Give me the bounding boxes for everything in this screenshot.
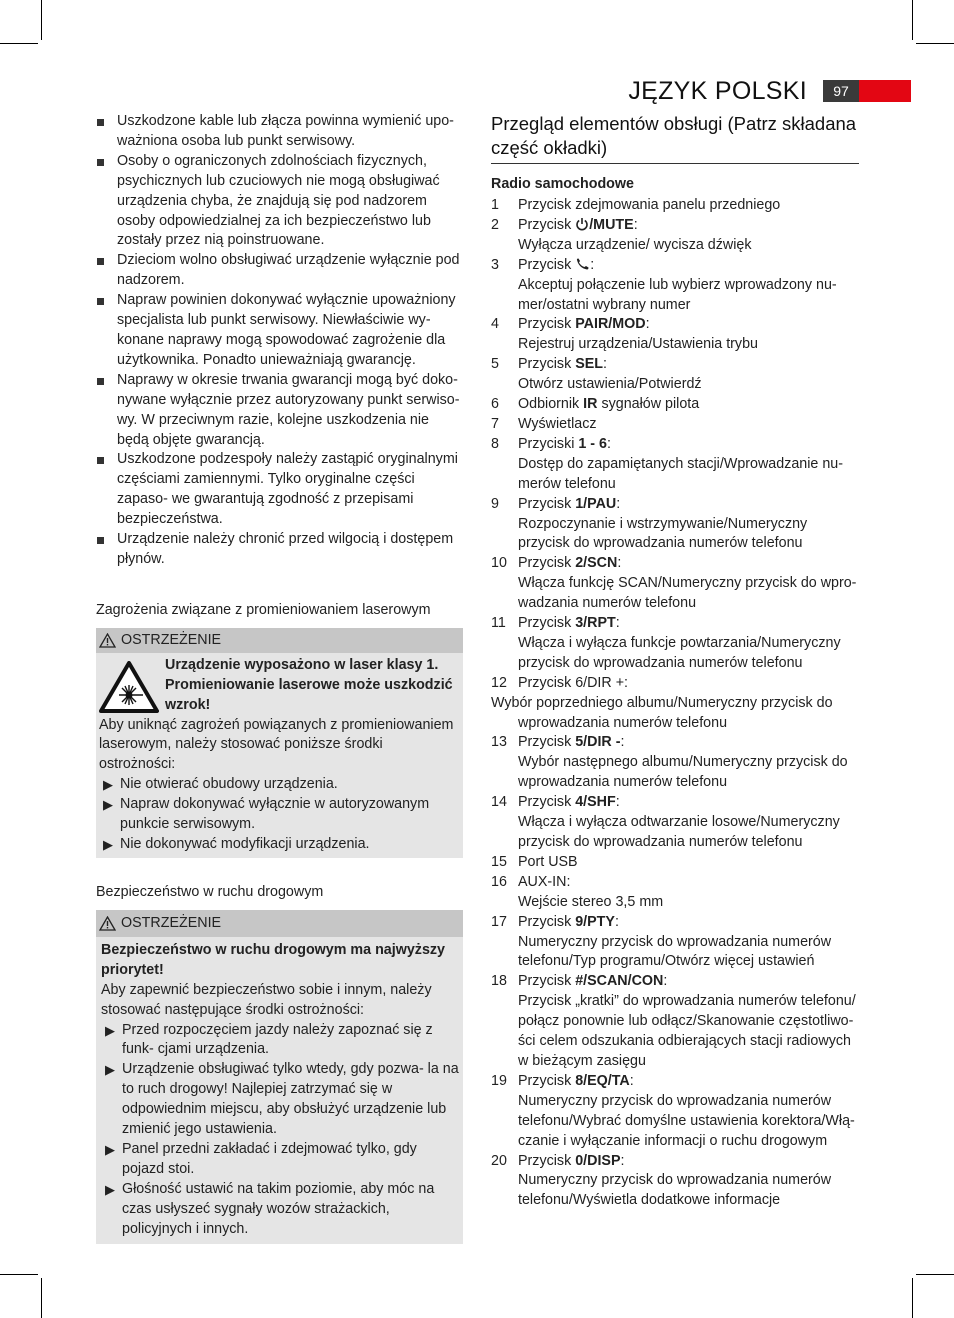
list-item: [491, 873, 859, 893]
item-label-text: Przycisk: [518, 1152, 576, 1169]
list-item: Uszkodzone kable lub złącza powinna wymienić upo- ważniona osoba lub punkt serwisowy.: [96, 112, 463, 152]
item-description: Rozpoczynanie i wstrzymywanie/Numeryczny przycisk do wprowadzania numerów telefonu: [518, 515, 808, 552]
item-number: 1: [491, 197, 499, 213]
list-item: [491, 495, 859, 515]
item-label-suffix: :: [629, 1072, 634, 1089]
item-number: 10: [491, 555, 507, 572]
item-label-text: Przycisk: [518, 734, 576, 751]
list-item: ▶ Urządzenie obsługiwać tylko wtedy, gdy pozwa- la na to ruch drogowy! Najlepiej zatrzymać się w odpowiednim miejscu, aby obsłużyć urządzenie lub zmienić jego ustawienia.: [101, 1060, 459, 1140]
item-key: 8/EQ/TA: [575, 1072, 630, 1089]
list-item: [491, 355, 859, 375]
warning-title: OSTRZEŻENIE: [121, 915, 222, 932]
laser-heading: Zagrożenia związane z promieniowaniem laserowym: [96, 601, 431, 618]
page-header: [628, 78, 911, 104]
item-label: [518, 216, 638, 236]
item-label: [518, 793, 620, 813]
list-item: [491, 853, 859, 873]
crop-mark: [916, 43, 954, 44]
item-key: 0/DISP: [575, 1152, 621, 1169]
item-label-text: Przycisk: [518, 495, 576, 512]
item-key: PAIR/MOD: [575, 316, 646, 333]
item-number: 5: [491, 356, 499, 373]
warning-title-bar: [96, 910, 463, 937]
item-description: wprowadzania numerów telefonu: [518, 714, 728, 731]
list-item: [491, 1072, 859, 1092]
road-warning-box: [96, 910, 463, 1244]
item-label-suffix: :: [590, 256, 595, 273]
item-description: Numeryczny przycisk do wprowadzania numerów telefonu/Wyświetla dodatkowe informacje: [518, 1172, 832, 1209]
item-label: [518, 435, 611, 455]
warning-title-bar: [96, 628, 463, 653]
item-number: 11: [491, 615, 506, 632]
warning-title: OSTRZEŻENIE: [121, 632, 222, 649]
item-label-text: Przycisk: [518, 555, 576, 572]
item-label: [518, 315, 650, 335]
item-label: [518, 614, 620, 634]
item-description: Numeryczny przycisk do wprowadzania numerów telefonu/Typ programu/Otwórz więcej ustawień: [518, 933, 832, 970]
laser-warning-box: [96, 628, 463, 858]
item-label-text: AUX-IN:: [518, 873, 571, 890]
list-subheading: Radio samochodowe: [491, 176, 634, 192]
right-column: [491, 112, 859, 1211]
safety-bullet-list: [96, 112, 463, 570]
item-label-text: Przycisk: [518, 256, 576, 273]
laser-warning-bold: Urządzenie wyposażono w laser klasy 1. Promieniowanie laserowe może uszkodzić wzrok!: [165, 656, 453, 713]
road-precautions: [101, 1021, 459, 1240]
item-label-suffix: :: [633, 216, 638, 233]
list-item: [491, 913, 859, 933]
item-key: SEL: [575, 356, 604, 373]
list-item: Uszkodzone podzespoły należy zastąpić oryginalnymi częściami zamiennymi. Tylko oryginalne części zapaso- we gwarantują zgodność z przepisami bezpieczeństwa.: [96, 450, 463, 530]
item-label: [518, 495, 620, 515]
item-label-text: Przycisk: [518, 973, 576, 990]
item-label-suffix: :: [606, 435, 611, 452]
item-label: [518, 395, 699, 415]
item-key: 5/DIR -: [575, 734, 621, 751]
item-description: Rejestruj urządzenia/Ustawienia trybu: [518, 336, 758, 353]
list-item: ▶ Nie dokonywać modyfikacji urządzenia.: [99, 835, 460, 855]
crop-mark: [916, 1274, 954, 1275]
list-item: [491, 614, 859, 634]
item-label-suffix: sygnałów pilota: [597, 396, 700, 413]
item-label: [518, 674, 628, 694]
item-label: [518, 256, 594, 276]
item-label: [518, 415, 597, 435]
road-warning-bold: Bezpieczeństwo w ruchu drogowym ma najwyższy priorytet!: [101, 941, 445, 978]
accent-bar: [859, 80, 911, 102]
item-number: 3: [491, 256, 499, 273]
item-label: [518, 853, 578, 873]
item-number: 15: [491, 853, 507, 870]
list-item: [491, 415, 859, 435]
item-number: 7: [491, 415, 499, 432]
item-label-text: Przyciski: [518, 435, 579, 452]
item-key: 1/PAU: [575, 495, 617, 512]
list-item: Osoby o ograniczonych zdolnościach fizycznych, psychicznych lub czuciowych nie mogą obsługiwać urządzenia chyba, że znajdują się pod nadzorem osoby odpowiedzialnej za ich bezpieczeństwo lub zostały przez nią poinstruowane.: [96, 152, 463, 252]
item-label-text: Przycisk: [518, 794, 576, 811]
crop-mark: [0, 1274, 38, 1275]
item-key: 2/SCN: [575, 555, 618, 572]
crop-mark: [912, 1278, 913, 1318]
item-description: Akceptuj połączenie lub wybierz wprowadzony nu- mer/ostatni wybrany numer: [518, 276, 837, 313]
item-label-suffix: :: [615, 615, 620, 632]
controls-list: [491, 174, 859, 1211]
item-number: 17: [491, 913, 507, 930]
list-item: [491, 554, 859, 574]
list-item: [491, 256, 859, 276]
list-item: [491, 315, 859, 335]
item-label-suffix: :: [645, 316, 650, 333]
item-description: Numeryczny przycisk do wprowadzania numerów telefonu/Wybrać domyślne ustawienia korektora/Włą- czanie i wyłączanie informacji o ruchu drogowym: [518, 1092, 855, 1149]
item-key: 4/SHF: [575, 794, 616, 811]
item-description: Wybór następnego albumu/Numeryczny przycisk do wprowadzania numerów telefonu: [518, 754, 848, 791]
list-item: Urządzenie należy chronić przed wilgocią i dostępem płynów.: [96, 530, 463, 570]
item-key: #/SCAN/CON: [575, 973, 664, 990]
item-label-text: Przycisk: [518, 356, 576, 373]
item-description: Wejście stereo 3,5 mm: [518, 893, 664, 910]
item-label-suffix: :: [614, 913, 619, 930]
item-label-text: Przycisk 6/DIR +:: [518, 674, 629, 691]
item-label: [518, 554, 621, 574]
item-key: 1 - 6: [578, 435, 607, 452]
item-number: 13: [491, 734, 507, 751]
laser-warning-text: Aby uniknąć zagrożeń powiązanych z promieniowaniem laserowym, należy stosować poniższe środki ostrożności:: [99, 716, 454, 773]
crop-mark: [912, 0, 913, 40]
list-item: Naprawy w okresie trwania gwarancji mogą być doko- nywane wyłącznie przez autoryzowany punkt serwiso- wy. W przeciwnym razie, kolejne uszkodzenia nie będą objęte gwarancją.: [96, 371, 463, 451]
item-number: 2: [491, 216, 499, 233]
item-number: 16: [491, 873, 507, 890]
item-number: 18: [491, 973, 507, 990]
item-label-suffix: :: [603, 356, 607, 373]
item-label-text: Przycisk: [518, 216, 576, 233]
list-item: Napraw powinien dokonywać wyłącznie upoważniony specjalista lub punkt serwisowy. Niewłaściwie wy- konane naprawy mogą spowodować zagrożenie dla użytkownika. Ponadto unieważniają gwarancję.: [96, 291, 463, 371]
list-item: ▶ Przed rozpoczęciem jazdy należy zapoznać się z funk- cjami urządzenia.: [101, 1021, 459, 1061]
list-item: [491, 216, 859, 236]
list-item: ▶ Panel przedni zakładać i zdejmować tylko, gdy pojazd stoi.: [101, 1140, 459, 1180]
item-number: 20: [491, 1152, 507, 1169]
crop-mark: [0, 43, 38, 44]
crop-mark: [41, 1278, 42, 1318]
item-label: [518, 873, 570, 893]
item-description: Wybór poprzedniego albumu/Numeryczny przycisk do: [491, 694, 833, 711]
item-label-text: Przycisk: [518, 913, 576, 930]
item-number: 14: [491, 794, 507, 811]
warning-triangle-icon: [99, 916, 116, 931]
item-description: Włącza i wyłącza funkcje powtarzania/Numeryczny przycisk do wprowadzania numerów telefonu: [518, 634, 841, 671]
laser-precautions: [99, 775, 460, 855]
item-label: [518, 1152, 624, 1172]
item-label: [518, 1072, 634, 1092]
item-label-text: Przycisk: [518, 1072, 576, 1089]
item-description: Otwórz ustawienia/Potwierdź: [518, 376, 702, 393]
item-number: 19: [491, 1072, 507, 1089]
item-description: Dostęp do zapamiętanych stacji/Wprowadzanie nu- merów telefonu: [518, 455, 844, 492]
item-label: [518, 355, 607, 375]
item-label-text: Przycisk: [518, 316, 576, 333]
item-label-text: Przycisk: [518, 615, 576, 632]
item-description: Włącza funkcję SCAN/Numeryczny przycisk do wpro- wadzania numerów telefonu: [518, 575, 857, 612]
language-title: JĘZYK POLSKI: [628, 77, 807, 105]
item-number: 4: [491, 316, 499, 333]
item-label: [518, 972, 667, 992]
item-number: 6: [491, 396, 499, 413]
warning-triangle-icon: [99, 633, 116, 648]
item-description: Przycisk „kratki” do wprowadzania numerów telefonu/ połącz ponownie lub odłącz/Skanowanie częstotliwo- ści celem odszukania odbierających stacji radiowych w bieżącym zasięgu: [518, 993, 856, 1069]
section-title: Przegląd elementów obsługi (Patrz składana część okładki): [491, 112, 859, 164]
list-item: [491, 1152, 859, 1172]
item-description: Włącza i wyłącza odtwarzanie losowe/Numeryczny przycisk do wprowadzania numerów telefonu: [518, 814, 840, 850]
item-label-text: Wyświetlacz: [518, 415, 597, 432]
list-item: [491, 733, 859, 753]
item-label-text: Przycisk zdejmowania panelu przedniego: [518, 197, 781, 213]
item-label-text: Port USB: [518, 853, 578, 870]
item-label-suffix: :: [615, 794, 620, 811]
item-key: 9/PTY: [575, 913, 615, 930]
item-label: [518, 196, 780, 216]
item-label-text: Odbiornik: [518, 396, 584, 413]
list-item: [491, 674, 859, 694]
item-label-suffix: :: [617, 555, 622, 572]
list-item: Dzieciom wolno obsługiwać urządzenie wyłącznie pod nadzorem.: [96, 251, 463, 291]
item-label-suffix: :: [620, 734, 625, 751]
item-label: [518, 913, 619, 933]
item-number: 8: [491, 435, 499, 452]
left-column: [96, 112, 463, 1244]
list-item: ▶ Nie otwierać obudowy urządzenia.: [99, 775, 460, 795]
item-key: IR: [583, 396, 598, 413]
item-label-suffix: :: [616, 495, 621, 512]
item-key: /MUTE: [589, 216, 634, 233]
list-item: ▶ Napraw dokonywać wyłącznie w autoryzowanym punkcie serwisowym.: [99, 795, 460, 835]
phone-icon: [575, 257, 590, 273]
page-number: 97: [823, 80, 859, 102]
list-item: [491, 972, 859, 992]
item-label-suffix: :: [663, 973, 668, 990]
item-description: Wyłącza urządzenie/ wycisza dźwięk: [518, 236, 752, 253]
road-warning-text: Aby zapewnić bezpieczeństwo sobie i innym, należy stosować następujące środki ostrożności:: [101, 981, 432, 1018]
item-key: 3/RPT: [575, 615, 616, 632]
item-number: 12: [491, 674, 507, 691]
list-item: [491, 196, 859, 216]
list-item: [491, 435, 859, 455]
item-number: 9: [491, 495, 499, 512]
item-label: [518, 733, 624, 753]
list-item: [491, 395, 859, 415]
list-item: ▶ Głośność ustawić na takim poziomie, aby móc na czas usłyszeć sygnały wozów strażackich, policyjnych i innych.: [101, 1180, 459, 1240]
list-item: [491, 793, 859, 813]
laser-hazard-icon: [99, 661, 159, 713]
road-heading: Bezpieczeństwo w ruchu drogowym: [96, 883, 324, 900]
item-label-suffix: :: [620, 1152, 625, 1169]
crop-mark: [41, 0, 42, 40]
power-icon: [575, 217, 589, 233]
